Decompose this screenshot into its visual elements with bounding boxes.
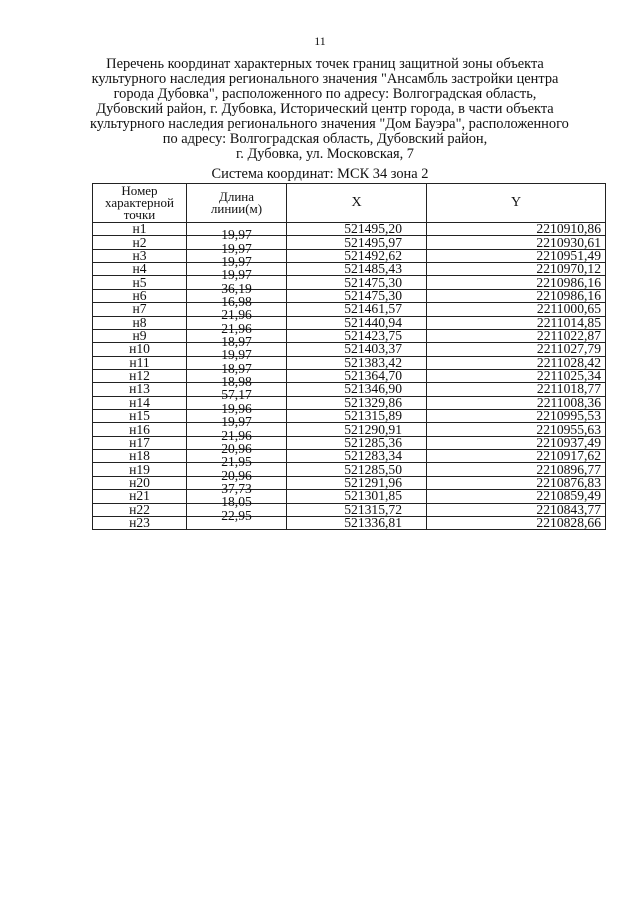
x-coordinate-cell: 521285,36 [287, 436, 427, 449]
x-coordinate-cell: 521301,85 [287, 490, 427, 503]
line-length-value: 19,97 [221, 414, 252, 430]
coordinate-system-label: Система координат: МСК 34 зона 2 [211, 166, 429, 182]
point-number-cell: н7 [93, 303, 187, 316]
heading-line: по адресу: Волгоградская область, Дубовский район, [162, 131, 488, 147]
y-coordinate-cell: 2211022,87 [427, 329, 606, 342]
x-coordinate-cell: 521283,34 [287, 450, 427, 463]
x-coordinate-cell: 521485,43 [287, 263, 427, 276]
y-coordinate-cell: 2210917,62 [427, 450, 606, 463]
point-number-cell: н6 [93, 289, 187, 302]
point-number-cell: н8 [93, 316, 187, 329]
point-number-cell: н14 [93, 396, 187, 409]
line-length-value: 21,96 [221, 427, 252, 443]
heading-line: культурного наследия регионального значения "Ансамбль застройки центра [91, 71, 559, 87]
point-number-cell: н21 [93, 490, 187, 503]
line-length-value: 19,97 [221, 227, 252, 243]
y-coordinate-cell: 2211027,79 [427, 343, 606, 356]
line-length-value: 19,97 [221, 267, 252, 283]
line-length-header [187, 184, 287, 223]
line-length-value: 19,97 [221, 253, 252, 269]
table-row [93, 223, 606, 236]
x-coordinate-cell: 521475,30 [287, 276, 427, 289]
x-coordinate-cell: 521315,72 [287, 503, 427, 516]
table-row [93, 410, 606, 423]
x-coordinate-cell: 521461,57 [287, 303, 427, 316]
document-heading [90, 56, 569, 162]
point-number-cell: н3 [93, 249, 187, 262]
line-length-value: 21,96 [221, 320, 252, 336]
point-number-cell: н23 [93, 516, 187, 529]
header-line: Номер [121, 183, 158, 198]
table-header-row [93, 184, 606, 223]
x-coordinate-cell: 521346,90 [287, 383, 427, 396]
y-coordinate-cell: 2210843,77 [427, 503, 606, 516]
y-coordinate-cell: 2210986,16 [427, 289, 606, 302]
point-number-cell: н1 [93, 223, 187, 236]
y-coordinate-cell: 2210930,61 [427, 236, 606, 249]
line-length-value: 57,17 [221, 387, 252, 403]
point-number-cell: н4 [93, 263, 187, 276]
point-number-cell: н16 [93, 423, 187, 436]
x-coordinate-cell: 521291,96 [287, 476, 427, 489]
y-coordinate-header: Y [427, 184, 606, 223]
table-row [93, 303, 606, 316]
line-length-value: 20,96 [221, 440, 252, 456]
y-coordinate-cell: 2210896,77 [427, 463, 606, 476]
line-length-value: 18,97 [221, 334, 252, 350]
x-coordinate-cell: 521364,70 [287, 369, 427, 382]
coordinates-table [92, 183, 606, 530]
point-number-cell: н2 [93, 236, 187, 249]
page-number: 11 [314, 34, 326, 48]
line-length-value: 21,96 [221, 307, 252, 323]
table-row [93, 450, 606, 463]
point-number-cell: н13 [93, 383, 187, 396]
point-number-cell: н17 [93, 436, 187, 449]
heading-line: культурного наследия регионального значения "Дом Бауэра", расположенного [90, 116, 569, 132]
x-coordinate-cell: 521383,42 [287, 356, 427, 369]
line-length-value: 19,97 [221, 347, 252, 363]
x-coordinate-cell: 521423,75 [287, 329, 427, 342]
line-length-value: 18,97 [221, 360, 252, 376]
y-coordinate-cell: 2210910,86 [427, 223, 606, 236]
point-number-cell: н11 [93, 356, 187, 369]
y-coordinate-cell: 2211008,36 [427, 396, 606, 409]
y-coordinate-cell: 2211000,65 [427, 303, 606, 316]
point-number-cell: н15 [93, 410, 187, 423]
point-number-cell: н18 [93, 450, 187, 463]
x-coordinate-cell: 521336,81 [287, 516, 427, 529]
table-row [93, 263, 606, 276]
x-coordinate-cell: 521492,62 [287, 249, 427, 262]
y-coordinate-cell: 2210937,49 [427, 436, 606, 449]
point-number-cell: н9 [93, 329, 187, 342]
point-number-cell: н5 [93, 276, 187, 289]
x-coordinate-header: X [287, 184, 427, 223]
line-length-value: 19,97 [221, 240, 252, 256]
y-coordinate-cell: 2210955,63 [427, 423, 606, 436]
point-number-cell: н10 [93, 343, 187, 356]
x-coordinate-cell: 521440,94 [287, 316, 427, 329]
line-length-value: 36,19 [221, 280, 252, 296]
y-coordinate-cell: 2210828,66 [427, 516, 606, 529]
line-length-value: 37,73 [221, 481, 252, 496]
y-coordinate-cell: 2210986,16 [427, 276, 606, 289]
heading-line: Перечень координат характерных точек границ защитной зоны объекта [106, 56, 544, 72]
y-coordinate-cell: 2210970,12 [427, 263, 606, 276]
x-coordinate-cell: 521403,37 [287, 343, 427, 356]
line-length-value: 18,05 [221, 494, 252, 510]
y-coordinate-cell: 2210995,53 [427, 410, 606, 423]
y-coordinate-cell: 2211025,34 [427, 369, 606, 382]
line-length-value: 20,96 [221, 467, 252, 483]
x-coordinate-cell: 521475,30 [287, 289, 427, 302]
point-number-cell: н22 [93, 503, 187, 516]
point-number-cell: н20 [93, 476, 187, 489]
line-length-value: 22,95 [221, 507, 252, 523]
x-coordinate-cell: 521495,97 [287, 236, 427, 249]
header-line: Длина [218, 189, 255, 204]
table-row [93, 516, 606, 529]
y-coordinate-cell: 2210951,49 [427, 249, 606, 262]
table-body [93, 223, 606, 530]
y-coordinate-cell: 2211018,77 [427, 383, 606, 396]
y-coordinate-cell: 2211028,42 [427, 356, 606, 369]
line-length-value: 19,96 [221, 400, 252, 416]
heading-line: Дубовский район, г. Дубовка, Исторический центр города, в части объекта [96, 101, 554, 117]
line-length-value: 16,98 [221, 293, 252, 309]
x-coordinate-cell: 521285,50 [287, 463, 427, 476]
heading-line: города Дубовка", расположенного по адресу: Волгоградская область, [113, 86, 537, 102]
y-coordinate-cell: 2211014,85 [427, 316, 606, 329]
line-length-value: 18,98 [221, 374, 252, 390]
header-line: линии(м) [210, 201, 263, 216]
line-length-value: 21,95 [221, 454, 252, 470]
heading-line: г. Дубовка, ул. Московская, 7 [235, 146, 414, 162]
point-number-cell: н12 [93, 369, 187, 382]
x-coordinate-cell: 521329,86 [287, 396, 427, 409]
x-coordinate-cell: 521290,91 [287, 423, 427, 436]
line-length-cell [187, 223, 287, 243]
y-coordinate-cell: 2210876,83 [427, 476, 606, 489]
point-number-cell: н19 [93, 463, 187, 476]
header-line: характерной [105, 195, 174, 210]
x-coordinate-cell: 521495,20 [287, 223, 427, 236]
y-coordinate-cell: 2210859,49 [427, 490, 606, 503]
x-coordinate-cell: 521315,89 [287, 410, 427, 423]
header-line: точки [123, 207, 156, 222]
point-number-header [93, 184, 187, 223]
